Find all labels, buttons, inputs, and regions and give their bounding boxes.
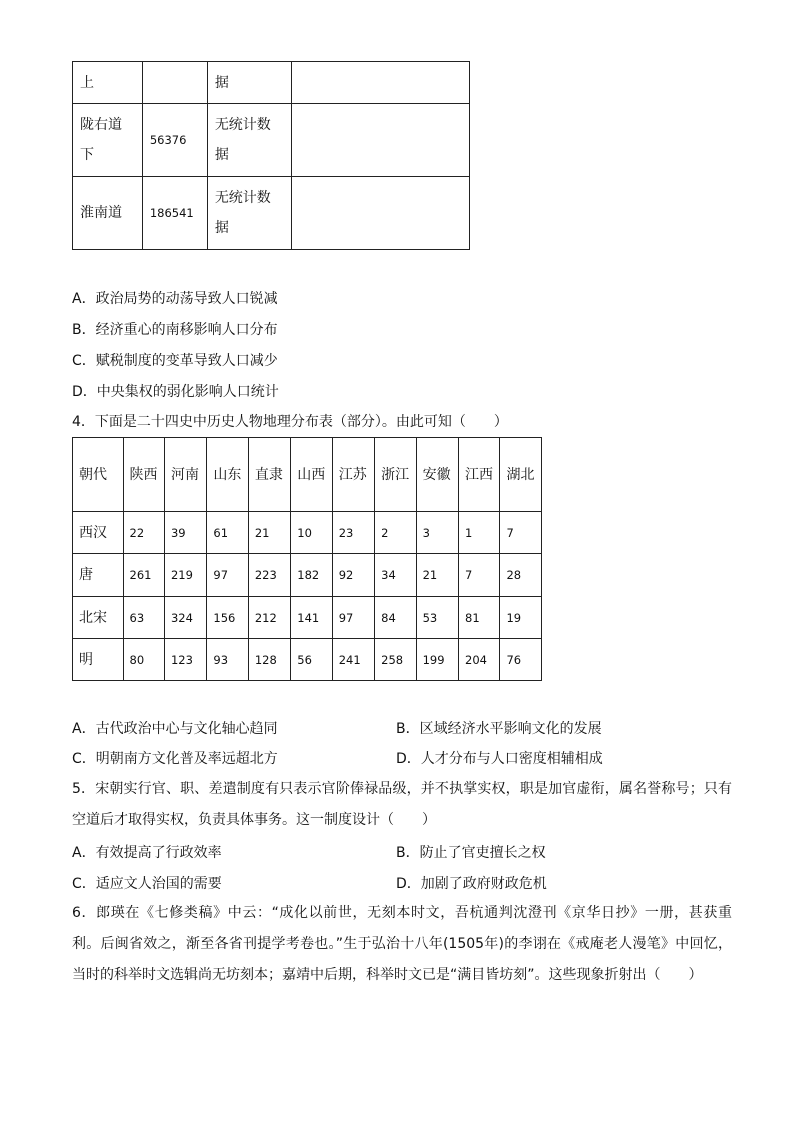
table-cell: 北宋 — [73, 597, 124, 639]
table-cell: 92 — [332, 554, 374, 597]
header-cell: 朝代 — [73, 438, 124, 512]
table-cell: 84 — [375, 597, 416, 639]
header-cell: 浙江 — [375, 438, 416, 512]
q4-stem: 4．下面是二十四史中历史人物地理分布表（部分）。由此可知（ ） — [72, 414, 508, 430]
table-cell — [291, 104, 469, 177]
header-cell: 山东 — [207, 438, 248, 512]
table-cell: 34 — [375, 554, 416, 597]
table-cell: 陇右道下 — [73, 104, 143, 177]
table-cell: 241 — [332, 639, 374, 681]
table-cell: 唐 — [73, 554, 124, 597]
header-cell: 直隶 — [248, 438, 290, 512]
q5-option-d: D．加剧了政府财政危机 — [396, 876, 547, 892]
table-cell: 97 — [332, 597, 374, 639]
header-cell: 河南 — [164, 438, 206, 512]
table-cell: 128 — [248, 639, 290, 681]
table-cell: 据 — [207, 62, 291, 104]
table-cell: 80 — [123, 639, 164, 681]
table-cell: 56376 — [142, 104, 207, 177]
table-cell: 3 — [416, 512, 458, 554]
q3-option-d: D．中央集权的弱化影响人口统计 — [72, 384, 279, 400]
q5-option-c: C．适应文人治国的需要 — [72, 876, 222, 892]
table-cell: 上 — [73, 62, 143, 104]
table-cell: 324 — [164, 597, 206, 639]
table-row — [73, 554, 542, 597]
table-cell: 123 — [164, 639, 206, 681]
table-cell: 258 — [375, 639, 416, 681]
table-cell: 22 — [123, 512, 164, 554]
table-cell: 204 — [459, 639, 500, 681]
table-cell: 明 — [73, 639, 124, 681]
table-cell: 261 — [123, 554, 164, 597]
table-cell: 无统计数据 — [207, 104, 291, 177]
table-cell: 186541 — [142, 177, 207, 250]
table-row — [73, 597, 542, 639]
table-cell: 2 — [375, 512, 416, 554]
table-cell: 7 — [500, 512, 542, 554]
table-cell: 无统计数据 — [207, 177, 291, 250]
q4-option-a: A．古代政治中心与文化轴心趋同 — [72, 721, 278, 737]
table-cell: 10 — [291, 512, 332, 554]
table-cell: 199 — [416, 639, 458, 681]
table-row — [73, 639, 542, 681]
table-row — [73, 512, 542, 554]
table-cell: 63 — [123, 597, 164, 639]
q4-option-b: B．区域经济水平影响文化的发展 — [396, 721, 602, 737]
q4-option-c: C．明朝南方文化普及率远超北方 — [72, 751, 278, 767]
table-cell: 56 — [291, 639, 332, 681]
table-cell: 53 — [416, 597, 458, 639]
table-cell: 81 — [459, 597, 500, 639]
q3-option-a: A．政治局势的动荡导致人口锐减 — [72, 291, 278, 307]
historical-figures-table — [72, 437, 542, 681]
table-cell: 21 — [416, 554, 458, 597]
q3-option-c: C．赋税制度的变革导致人口减少 — [72, 353, 278, 369]
header-cell: 安徽 — [416, 438, 458, 512]
table-header-row — [73, 438, 542, 512]
table-cell — [291, 177, 469, 250]
table-cell: 淮南道 — [73, 177, 143, 250]
q6-stem: 6．郎瑛在《七修类稿》中云：“成化以前世，无刻本时文，吾杭通判沈澄刊《京华日抄》一册，甚获重利。后闽省效之，渐至各省刊提学考卷也。”生于弘治十八年(1505年)的李诩在《戒庵老人漫笔》中回忆，当时的科举时文选辑尚无坊刻本；嘉靖中后期，科举时文已是“满目皆坊刻”。这些现象折射出（ ） — [72, 905, 732, 983]
table-cell: 39 — [164, 512, 206, 554]
header-cell: 湖北 — [500, 438, 542, 512]
table-cell — [142, 62, 207, 104]
population-table-fragment — [72, 61, 470, 250]
table-cell: 93 — [207, 639, 248, 681]
table-cell: 97 — [207, 554, 248, 597]
header-cell: 陕西 — [123, 438, 164, 512]
table-cell: 76 — [500, 639, 542, 681]
table-cell: 219 — [164, 554, 206, 597]
table-cell: 61 — [207, 512, 248, 554]
q4-option-d: D．人才分布与人口密度相辅相成 — [396, 751, 603, 767]
header-cell: 江西 — [459, 438, 500, 512]
q5-option-a: A．有效提高了行政效率 — [72, 845, 222, 861]
table-cell: 西汉 — [73, 512, 124, 554]
table-cell: 141 — [291, 597, 332, 639]
table-cell: 7 — [459, 554, 500, 597]
table-cell: 23 — [332, 512, 374, 554]
header-cell: 山西 — [291, 438, 332, 512]
table-cell: 21 — [248, 512, 290, 554]
q5-option-b: B．防止了官吏擅长之权 — [396, 845, 546, 861]
table-cell: 156 — [207, 597, 248, 639]
table-cell: 223 — [248, 554, 290, 597]
table-cell — [291, 62, 469, 104]
header-cell: 江苏 — [332, 438, 374, 512]
q5-stem: 5．宋朝实行官、职、差遣制度有只表示官阶俸禄品级，并不执掌实权，职是加官虚衔，属名誉称号；只有空道后才取得实权，负责具体事务。这一制度设计（ ） — [72, 781, 732, 828]
table-cell: 19 — [500, 597, 542, 639]
table-cell: 182 — [291, 554, 332, 597]
table-cell: 28 — [500, 554, 542, 597]
table-cell: 1 — [459, 512, 500, 554]
table-cell: 212 — [248, 597, 290, 639]
q3-option-b: B．经济重心的南移影响人口分布 — [72, 322, 278, 338]
